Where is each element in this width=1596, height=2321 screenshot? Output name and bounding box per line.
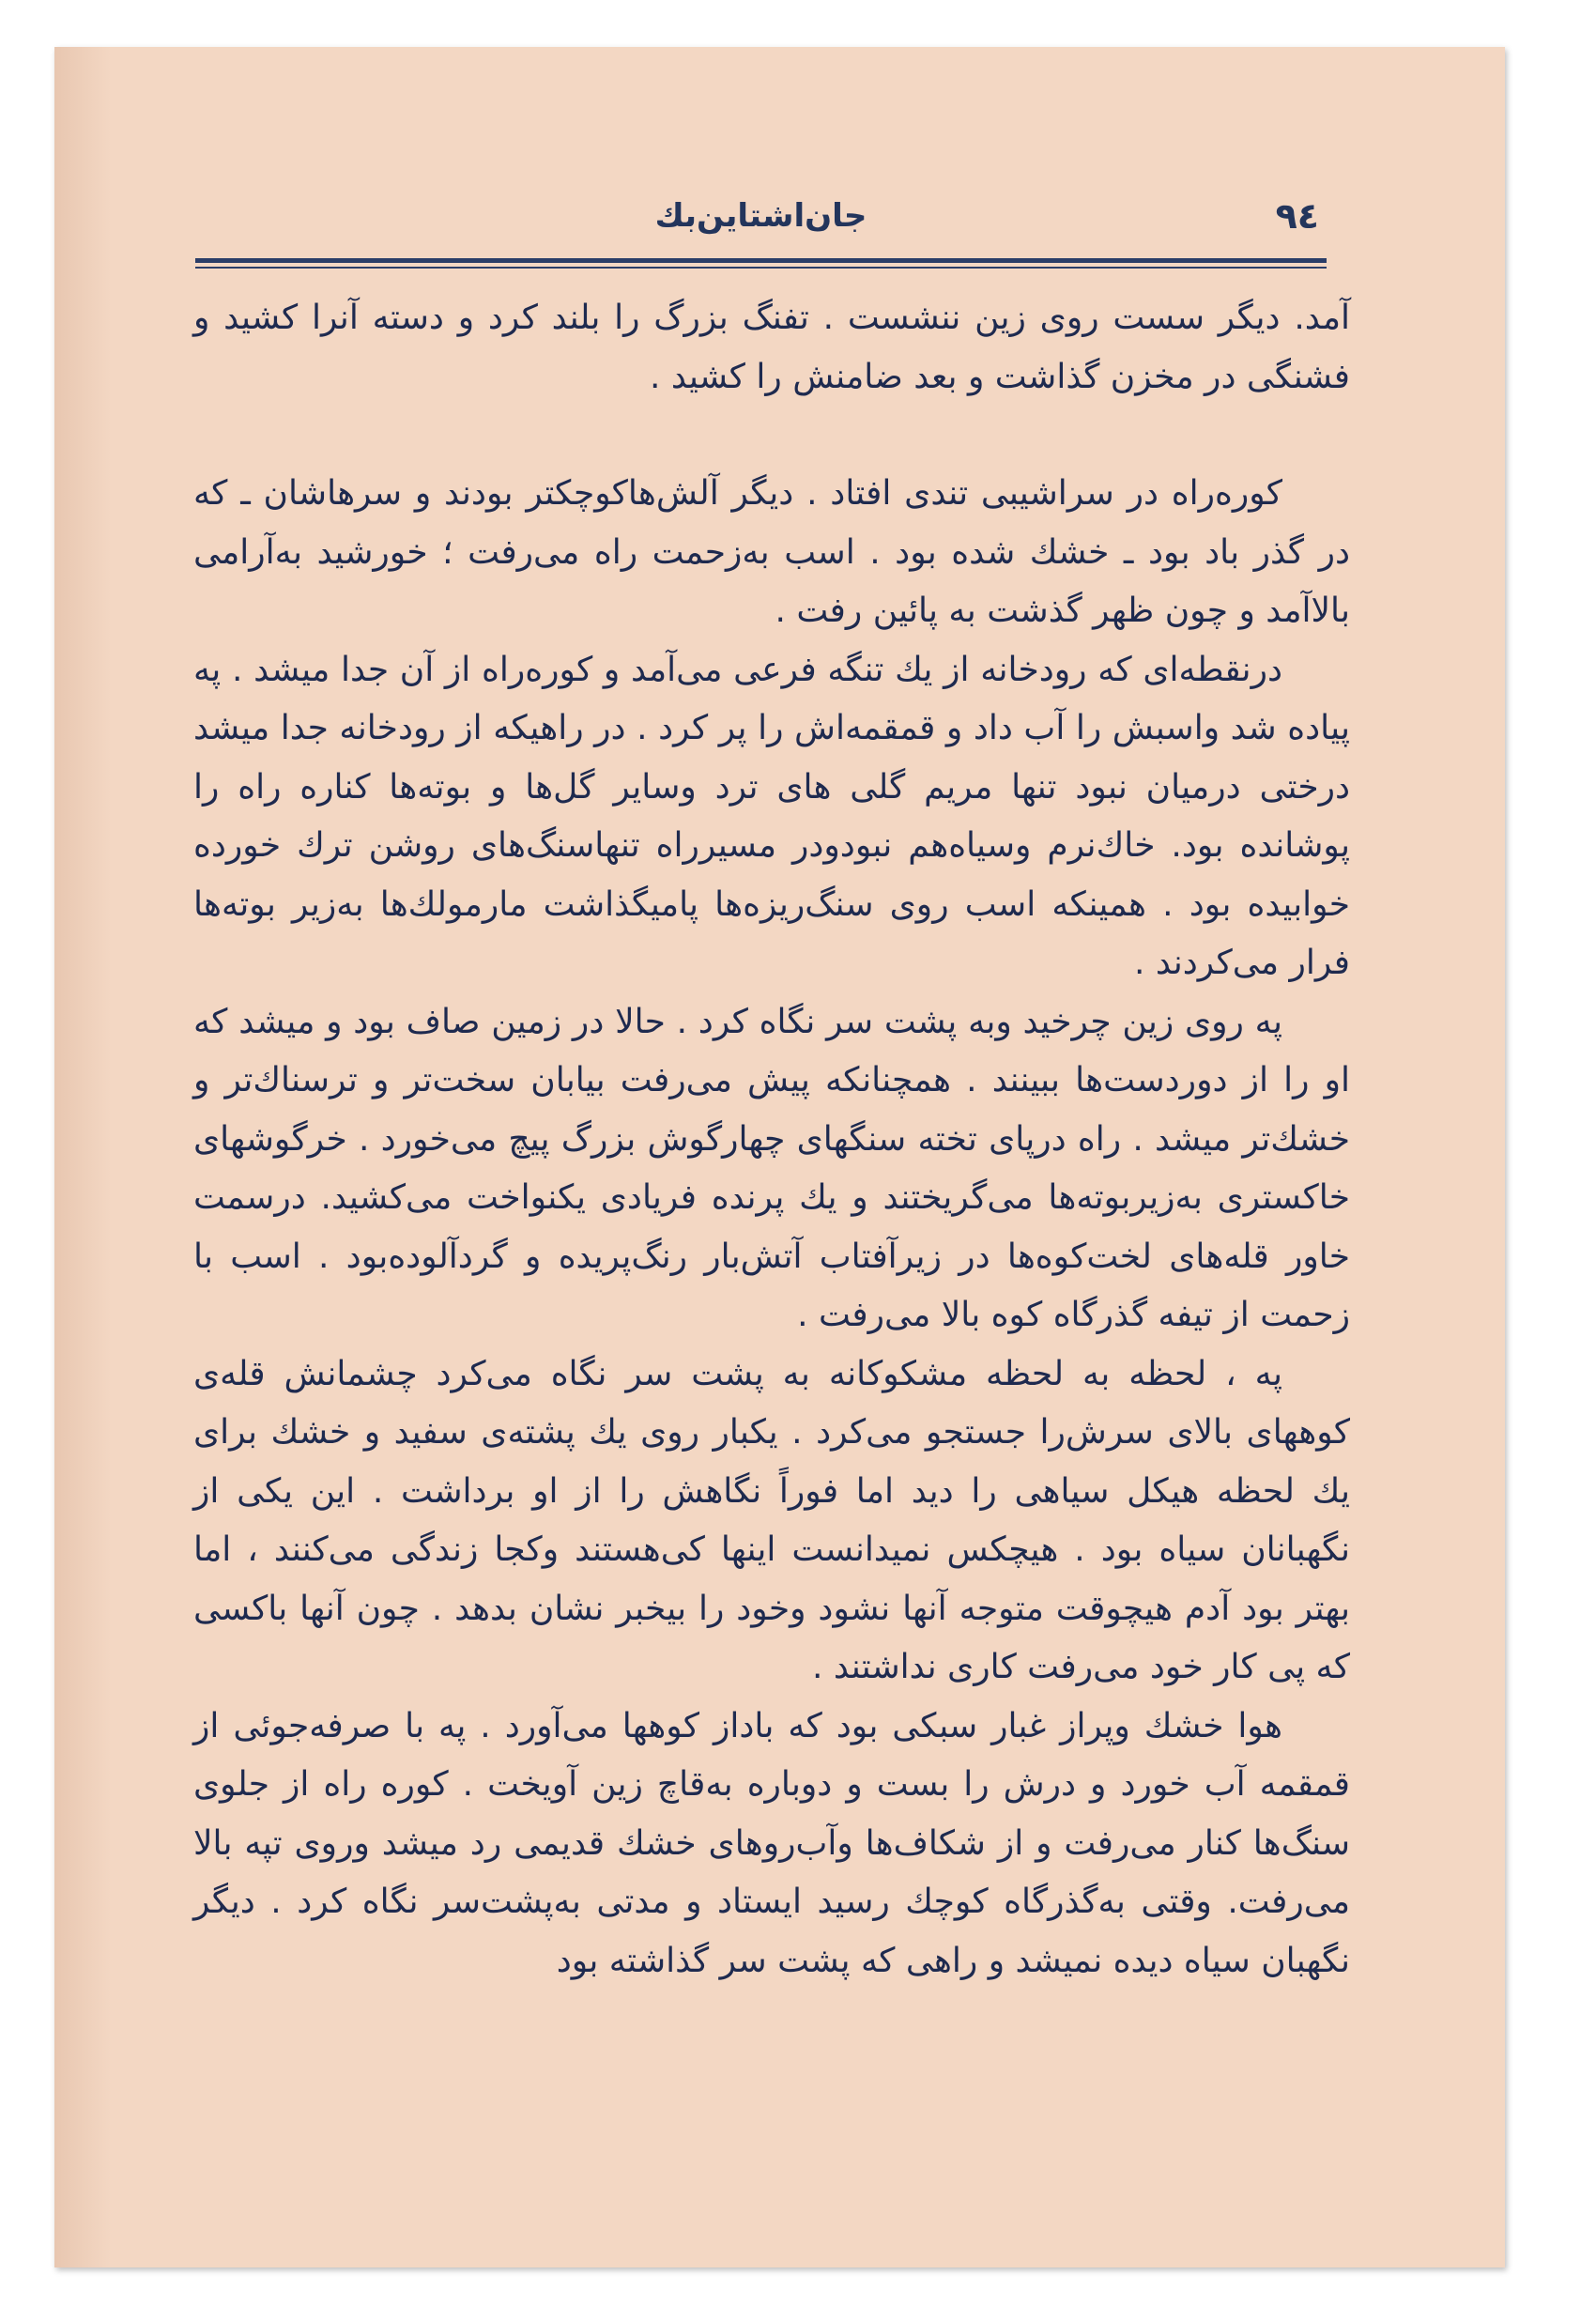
running-title: جان‌اشتاین‌بك — [654, 197, 867, 235]
header-rule-thick — [195, 258, 1327, 263]
header-rule-thin — [195, 267, 1327, 269]
book-page — [54, 47, 1505, 2267]
page-header — [195, 150, 1327, 272]
paragraph: کوره‌راه در سراشیبی تندی افتاد . دیگر آلش‌هاکوچکتر بودند و سرهاشان ـ که در گذر باد بود ـ خشك شده بود . اسب به‌زحمت راه می‌رفت ؛ خورشید به‌آرامی بالاآمد و چون ظهر گذشت به پائین رفت . — [193, 474, 1350, 630]
paragraph: په روی زین چرخید وبه پشت سر نگاه کرد . حالا در زمین صاف بود و میشد که او را از دوردست‌ها ببینند . همچنانکه پیش می‌رفت بیابان سخت‌تر و ترسناك‌تر و خشك‌تر میشد . راه درپای تخته سنگهای چهارگوش بزرگ پیچ می‌خورد . خرگوشهای خاکستری به‌زیربوته‌ها می‌گریختند و یك پرنده فریادی یکنواخت می‌کشید. درسمت خاور قله‌های لخت‌کوه‌ها در زیرآفتاب آتش‌بار رنگ‌پریده و گردآلوده‌بود . اسب با زحمت از تیفه گذرگاه کوه بالا می‌رفت . — [193, 1002, 1350, 1334]
body-text — [193, 289, 1350, 1991]
page-edge-shade — [54, 47, 111, 2267]
paragraph: آمد. دیگر سست روی زین ننشست . تفنگ بزرگ را بلند کرد و دسته آنرا کشید و فشنگی در مخزن گذاشت و بعد ضامنش را کشید . — [193, 299, 1350, 396]
paragraph: هوا خشك وپراز غبار سبکی بود که باداز کوهها می‌آورد . په با صرفه‌جوئی از قمقمه آب خورد و درش را بست و دوباره به‌قاچ زین آویخت . کوره راه از جلوی سنگ‌ها کنار می‌رفت و از شکاف‌ها وآب‌روهای خشك قدیمی رد میشد وروی تپه بالا می‌رفت. وقتی به‌گذرگاه کوچك رسید ایستاد و مدتی به‌پشت‌سر نگاه کرد . دیگر نگهبان سیاه دیده نمیشد و راهی که پشت سر گذاشته بود — [193, 1706, 1350, 1980]
paragraph: په ، لحظه به لحظه مشکوکانه به پشت سر نگاه می‌کرد چشمانش قله‌ی کوههای بالای سرش‌را جستجو می‌کرد . یکبار روی یك پشته‌ی سفید و خشك برای یك لحظه هیکل سیاهی را دید اما فوراً نگاهش را از او برداشت . این یکی از نگهبانان سیاه بود . هیچکس نمیدانست اینها کی‌هستند وکجا زندگی می‌کنند ، اما بهتر بود آدم هیچوقت متوجه آنها نشود وخود را بیخبر نشان بدهد . چون آنها باکسی که پی کار خود می‌رفت کاری نداشتند . — [193, 1354, 1350, 1686]
paragraph: درنقطه‌ای که رودخانه از یك تنگه فرعی می‌آمد و کوره‌راه از آن جدا میشد . په پیاده شد واسبش را آب داد و قمقمه‌اش را پر کرد . در راهیکه از رودخانه جدا میشد درختی درمیان نبود تنها مریم گلی های ترد وسایر گل‌ها و بوته‌ها کناره راه را پوشانده بود. خاك‌نرم وسیاه‌هم نبودودر مسیرراه تنهاسنگ‌های روشن ترك خورده خوابیده بود . همینکه اسب روی سنگ‌ریزه‌ها پامیگذاشت مارمولك‌ها به‌زیر بوته‌ها فرار می‌کردند . — [193, 650, 1350, 982]
page-number: ٩٤ — [1275, 195, 1319, 237]
